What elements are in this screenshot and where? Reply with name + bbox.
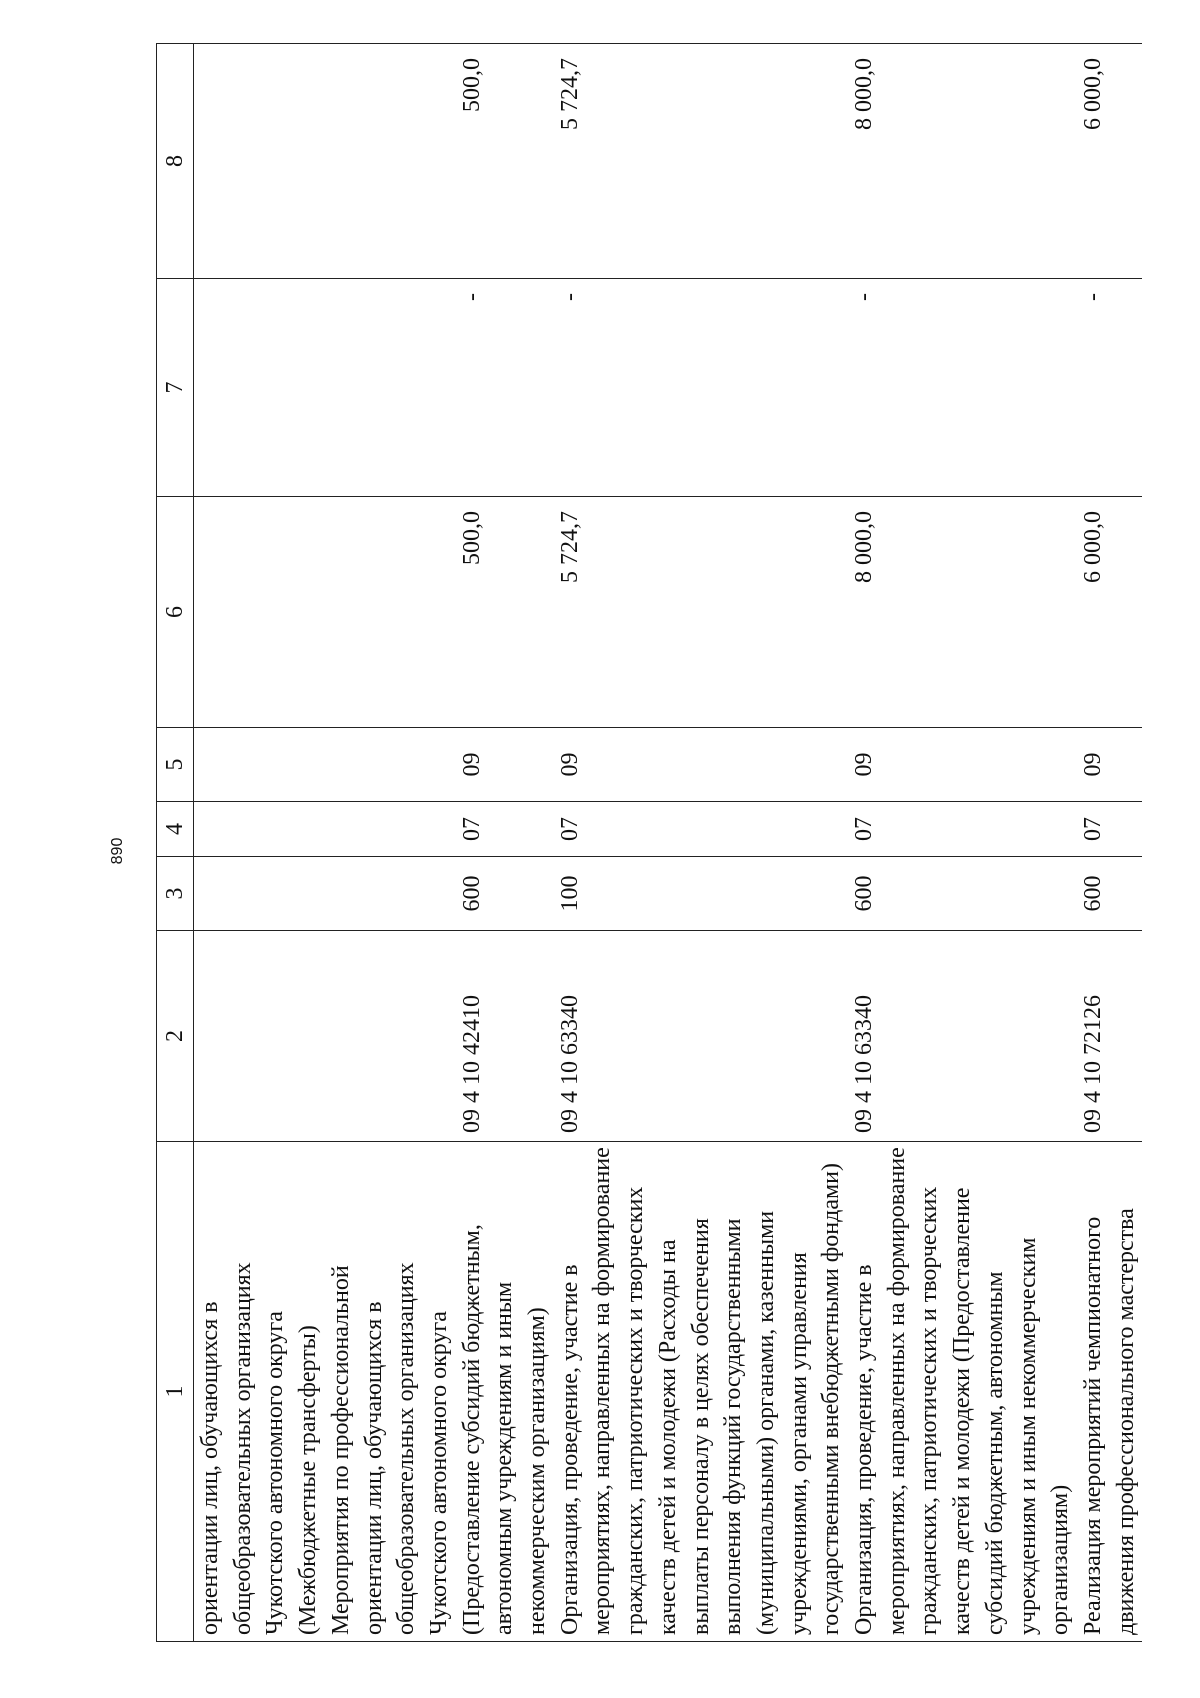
row-name	[848, 1142, 1077, 1642]
row-c3-text: 600	[458, 875, 485, 912]
row-code	[194, 931, 325, 1142]
header-col-7: 7	[157, 279, 194, 497]
row-c8	[554, 44, 848, 279]
row-c3-text: 600	[1079, 875, 1106, 912]
row-c4	[194, 802, 325, 857]
header-col-4: 4	[157, 802, 194, 857]
row-name-text: Организация, проведение, участие в мероприятиях, направленных на формирование гражданских, патриотических и творческих качеств детей и молодежи (Расходы на выплаты персоналу в целях обеспечения выполнения функций государственными (муниципальными) органами, казенными учреждениями, органами управления государственными внебюджетными фондами)	[556, 1147, 845, 1635]
row-c7	[848, 279, 1077, 497]
row-c3	[554, 857, 848, 931]
row-c5	[1077, 728, 1142, 802]
row-c3-text: 100	[556, 875, 583, 912]
row-code	[554, 931, 848, 1142]
row-c7	[1077, 279, 1142, 497]
row-c5-text: 09	[851, 752, 878, 777]
row-c3	[325, 857, 554, 931]
row-code-text: 09 4 10 63340	[851, 995, 878, 1133]
row-c5-text: 09	[556, 752, 583, 777]
row-c7-text: -	[458, 293, 485, 301]
row-c4	[1077, 802, 1142, 857]
row-c3-text: 600	[851, 875, 878, 912]
row-name-text: Организация, проведение, участие в мероприятиях, направленных на формирование гражданских, патриотических и творческих качеств детей и молодежи (Предоставление субсидий бюджетным, автономным учреждениям и иным некоммерческим организациям)	[851, 1147, 1074, 1635]
row-c4	[325, 802, 554, 857]
row-name-text: Реализация мероприятий чемпионатного движения профессионального мастерства	[1079, 1208, 1139, 1635]
row-c3	[848, 857, 1077, 931]
row-name	[1077, 1142, 1142, 1642]
row-c6-text: 5 724,7	[556, 511, 583, 583]
header-col-3: 3	[157, 857, 194, 931]
row-c8	[194, 44, 325, 279]
page-number: 890	[109, 837, 126, 865]
row-c7-text: -	[851, 293, 878, 301]
row-c6	[848, 497, 1077, 728]
header-col-8: 8	[157, 44, 194, 279]
row-c4	[554, 802, 848, 857]
row-c3	[1077, 857, 1142, 931]
row-c6	[194, 497, 325, 728]
row-c7	[194, 279, 325, 497]
row-c6	[554, 497, 848, 728]
row-code	[848, 931, 1077, 1142]
row-code-text: 09 4 10 72126	[1079, 995, 1106, 1133]
row-c5	[848, 728, 1077, 802]
header-col-5: 5	[157, 728, 194, 802]
table-header-row	[157, 44, 194, 1642]
row-c6-text: 500,0	[458, 511, 485, 565]
row-c6	[325, 497, 554, 728]
table-row	[848, 44, 1077, 1642]
table-row	[194, 44, 325, 1642]
row-c3	[194, 857, 325, 931]
row-c8	[325, 44, 554, 279]
row-c7-text: -	[556, 293, 583, 301]
header-col-1: 1	[157, 1142, 194, 1642]
row-name-text: Мероприятия по профессиональной ориентации лиц, обучающихся в общеобразовательных организациях Чукотского автономного округа (Предоставление субсидий бюджетным, автономным учреждениям и иным некоммерческим организациям)	[327, 1224, 551, 1635]
row-name	[554, 1142, 848, 1642]
row-c6-text: 6 000,0	[1079, 511, 1106, 583]
row-c4-text: 07	[1079, 817, 1106, 841]
table-row	[554, 44, 848, 1642]
row-name-text: ориентации лиц, обучающихся в общеобразовательных организациях Чукотского автономного округа (Межбюджетные трансферты)	[197, 1262, 322, 1635]
row-c4	[848, 802, 1077, 857]
row-c5	[194, 728, 325, 802]
row-c6-text: 8 000,0	[851, 511, 878, 583]
budget-table	[156, 43, 1142, 1642]
row-c8-text: 5 724,7	[556, 58, 583, 130]
row-c8-text: 8 000,0	[851, 58, 878, 130]
row-c7-text: -	[1079, 293, 1106, 301]
row-code	[325, 931, 554, 1142]
row-c5-text: 09	[1079, 752, 1106, 777]
row-c8	[1077, 44, 1142, 279]
row-c5-text: 09	[458, 752, 485, 777]
row-c5	[554, 728, 848, 802]
row-c8	[848, 44, 1077, 279]
header-col-6: 6	[157, 497, 194, 728]
row-code-text: 09 4 10 42410	[458, 995, 485, 1133]
row-c4-text: 07	[556, 817, 583, 841]
row-c7	[325, 279, 554, 497]
table-row	[325, 44, 554, 1642]
row-c6	[1077, 497, 1142, 728]
row-name	[325, 1142, 554, 1642]
row-code-text: 09 4 10 63340	[556, 995, 583, 1133]
row-c4-text: 07	[458, 817, 485, 841]
row-c7	[554, 279, 848, 497]
row-c8-text: 500,0	[458, 58, 485, 112]
budget-table-rotated	[156, 52, 1156, 1642]
row-c5	[325, 728, 554, 802]
row-c8-text: 6 000,0	[1079, 58, 1106, 130]
table-row	[1077, 44, 1142, 1642]
row-code	[1077, 931, 1142, 1142]
row-c4-text: 07	[851, 817, 878, 841]
row-name	[194, 1142, 325, 1642]
header-col-2: 2	[157, 931, 194, 1142]
